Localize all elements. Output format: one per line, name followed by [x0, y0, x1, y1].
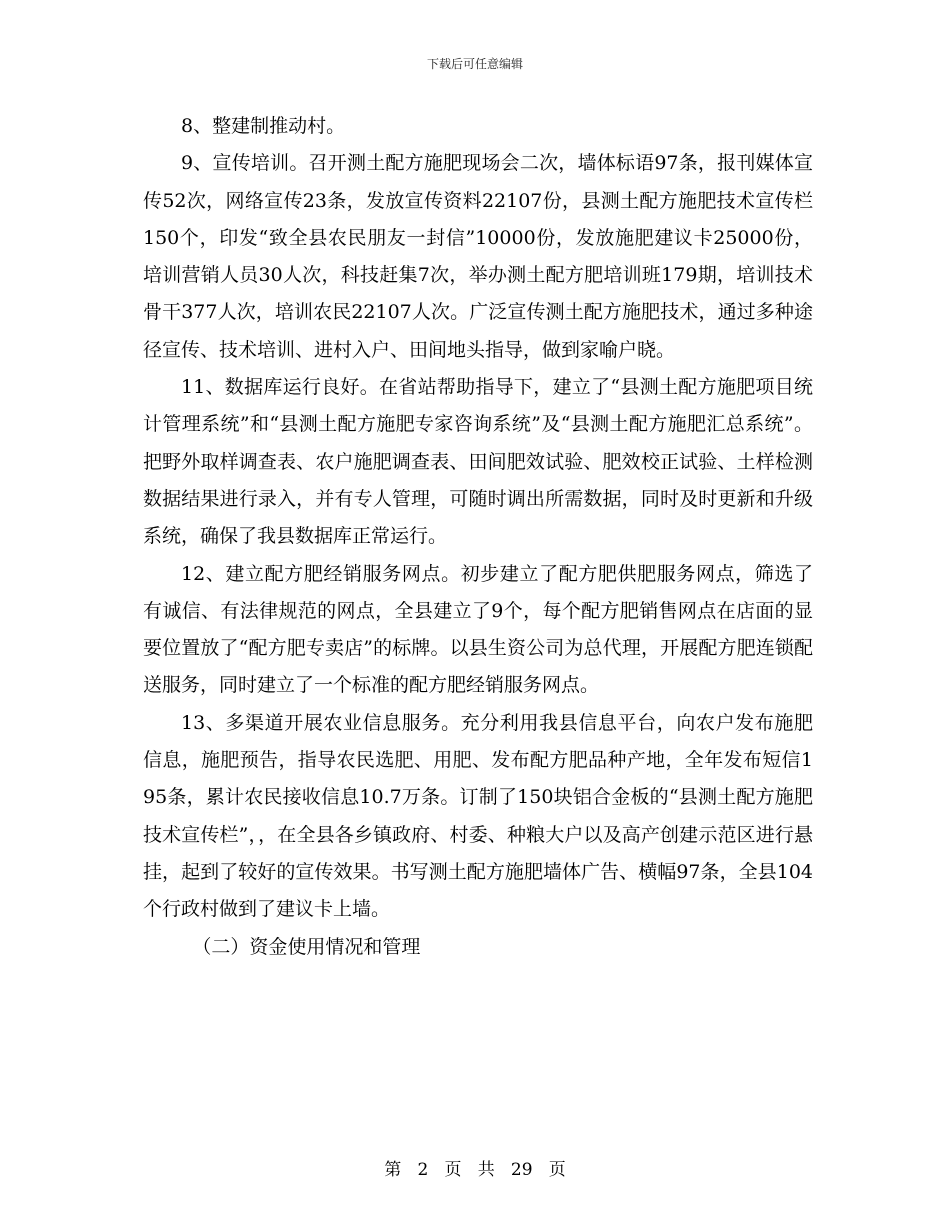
section-heading: （二）资金使用情况和管理 — [192, 935, 421, 958]
footer-page-label: 页 — [444, 1160, 462, 1180]
footer-total-pages: 29 — [510, 1160, 533, 1180]
page-footer — [0, 1155, 950, 1180]
footer-current-page: 2 — [417, 1160, 429, 1180]
footer-total-label: 共 — [477, 1160, 495, 1180]
paragraph-info-service: 13、多渠道开展农业信息服务。充分利用我县信息平台，向农户发布施肥信息，施肥预告，指导农民选肥、用肥、发布配方肥品种产地，全年发布短信195条，累计农民接收信息10.7万条。订制了150块铝合金板的“县测土配方施肥技术宣传栏”，，在全县各乡镇政府、村委、种粮大户以及高产创建示范区进行悬挂，起到了较好的宣传效果。书写测土配方施肥墙体广告、横幅97条，全县104个行政村做到了建议卡上墙。 — [143, 711, 813, 921]
footer-suffix: 页 — [548, 1160, 566, 1180]
paragraph-sales-network: 12、建立配方肥经销服务网点。初步建立了配方肥供肥服务网点，筛选了有诚信、有法律规范的网点，全县建立了9个，每个配方肥销售网点在店面的显要位置放了“配方肥专卖店”的标牌。以县生资公司为总代理，开展配方肥连锁配送服务，同时建立了一个标准的配方肥经销服务网点。 — [143, 562, 813, 697]
header-text: 下载后可任意编辑 — [426, 57, 523, 71]
paragraph-publicity-training: 9、宣传培训。召开测土配方施肥现场会二次，墙体标语97条，报刊媒体宣传52次，网络宣传23条，发放宣传资料22107份，县测土配方施肥技术宣传栏150个，印发“致全县农民朋友一封信”10000份，发放施肥建议卡25000份，培训营销人员30人次，科技赶集7次，举办测土配方肥培训班179期，培训技术骨干377人次，培训农民22107人次。广泛宣传测土配方施肥技术，通过多种途径宣传、技术培训、进村入户、田间地头指导，做到家喻户晓。 — [143, 152, 813, 361]
footer-prefix: 第 — [384, 1160, 402, 1180]
paragraph-item-8: 8、整建制推动村。 — [181, 115, 346, 137]
paragraph-database: 11、数据库运行良好。在省站帮助指导下，建立了“县测土配方施肥项目统计管理系统”和“县测土配方施肥专家咨询系统”及“县测土配方施肥汇总系统”。把野外取样调查表、农户施肥调查表、田间肥效试验、肥效校正试验、土样检测数据结果进行录入，并有专人管理，可随时调出所需数据，同时及时更新和升级系统，确保了我县数据库正常运行。 — [143, 376, 813, 548]
document-body — [143, 108, 813, 966]
page-header — [0, 55, 950, 72]
